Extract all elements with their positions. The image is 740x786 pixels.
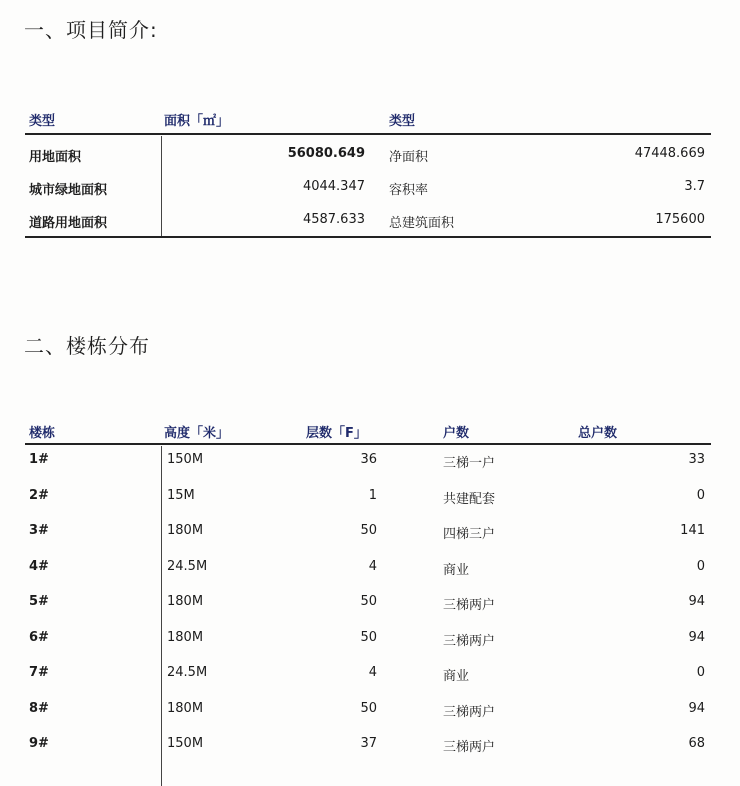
cell-height: 180M	[167, 523, 204, 538]
table-row	[25, 551, 711, 587]
cell-height: 24.5M	[167, 558, 208, 574]
table-row	[25, 657, 711, 693]
row-label: 净面积	[389, 150, 429, 165]
cell-units: 商业	[443, 669, 470, 684]
project-area-table	[25, 108, 711, 236]
table-body	[25, 444, 711, 764]
table-header	[25, 420, 711, 444]
cell-total: 94	[688, 629, 705, 645]
cell-height: 180M	[167, 594, 204, 609]
row-value: 4587.633	[302, 212, 365, 227]
cell-units: 共建配套	[443, 491, 496, 507]
cell-total: 0	[696, 665, 705, 680]
table-row	[25, 203, 711, 236]
header-total: 总户数	[578, 426, 618, 441]
row-label: 道路用地面积	[29, 216, 108, 231]
row-label: 容积率	[389, 183, 429, 198]
cell-floors: 1	[368, 487, 377, 503]
cell-floors: 50	[360, 594, 377, 609]
header-units: 户数	[443, 426, 470, 441]
cell-height: 180M	[167, 700, 204, 716]
cell-floors: 4	[368, 665, 377, 680]
header-type-right: 类型	[389, 114, 416, 129]
table-row	[25, 586, 711, 622]
cell-total: 0	[696, 487, 705, 503]
bottom-rule	[25, 236, 711, 238]
cell-total: 33	[688, 452, 705, 467]
table-row	[25, 444, 711, 480]
cell-building: 8#	[29, 700, 49, 716]
cell-height: 180M	[167, 629, 204, 645]
header-area: 面积「㎡」	[164, 114, 230, 129]
cell-building: 1#	[29, 452, 49, 467]
row-value: 4044.347	[302, 179, 365, 194]
table-row	[25, 622, 711, 658]
row-value: 56080.649	[287, 146, 365, 161]
header-building: 楼栋	[29, 426, 56, 441]
row-value: 175600	[655, 212, 705, 227]
cell-building: 6#	[29, 629, 49, 645]
cell-total: 0	[696, 558, 705, 574]
table-row	[25, 137, 711, 170]
cell-total: 94	[688, 594, 705, 609]
cell-units: 三梯一户	[443, 456, 496, 471]
header-rule	[25, 133, 711, 135]
cell-floors: 4	[368, 558, 377, 574]
section-heading-building-distribution: 二、楼栋分布	[24, 334, 150, 358]
cell-units: 三梯两户	[443, 633, 496, 649]
row-label: 城市绿地面积	[29, 183, 108, 198]
row-label: 用地面积	[29, 150, 82, 165]
cell-building: 7#	[29, 665, 49, 680]
cell-units: 四梯三户	[443, 527, 496, 542]
header-type-left: 类型	[29, 114, 56, 129]
cell-floors: 36	[360, 452, 377, 467]
header-floors: 层数「F」	[306, 426, 367, 441]
cell-total: 68	[688, 736, 705, 751]
cell-floors: 50	[360, 523, 377, 538]
cell-height: 15M	[167, 487, 195, 503]
header-height: 高度「米」	[164, 426, 230, 441]
cell-units: 商业	[443, 562, 470, 578]
row-value: 3.7	[684, 179, 705, 194]
cell-floors: 50	[360, 629, 377, 645]
cell-building: 3#	[29, 523, 49, 538]
row-value: 47448.669	[634, 146, 705, 161]
section-heading-project-intro: 一、项目简介:	[24, 18, 158, 42]
cell-height: 150M	[167, 452, 204, 467]
cell-units: 三梯两户	[443, 704, 496, 720]
table-row	[25, 693, 711, 729]
cell-height: 24.5M	[167, 665, 208, 680]
table-header	[25, 108, 711, 134]
cell-floors: 50	[360, 700, 377, 716]
table-row	[25, 728, 711, 764]
row-label: 总建筑面积	[389, 216, 455, 231]
cell-height: 150M	[167, 736, 204, 751]
building-distribution-table	[25, 420, 711, 784]
cell-building: 9#	[29, 736, 49, 751]
table-row	[25, 170, 711, 203]
table-row	[25, 480, 711, 516]
cell-building: 5#	[29, 594, 49, 609]
cell-building: 4#	[29, 558, 49, 574]
cell-units: 三梯两户	[443, 740, 496, 755]
table-row-partial	[25, 764, 711, 784]
cell-floors: 37	[360, 736, 377, 751]
cell-total: 94	[688, 700, 705, 716]
cell-total: 141	[680, 523, 705, 538]
cell-units: 三梯两户	[443, 598, 496, 613]
table-row	[25, 515, 711, 551]
cell-building: 2#	[29, 487, 49, 503]
